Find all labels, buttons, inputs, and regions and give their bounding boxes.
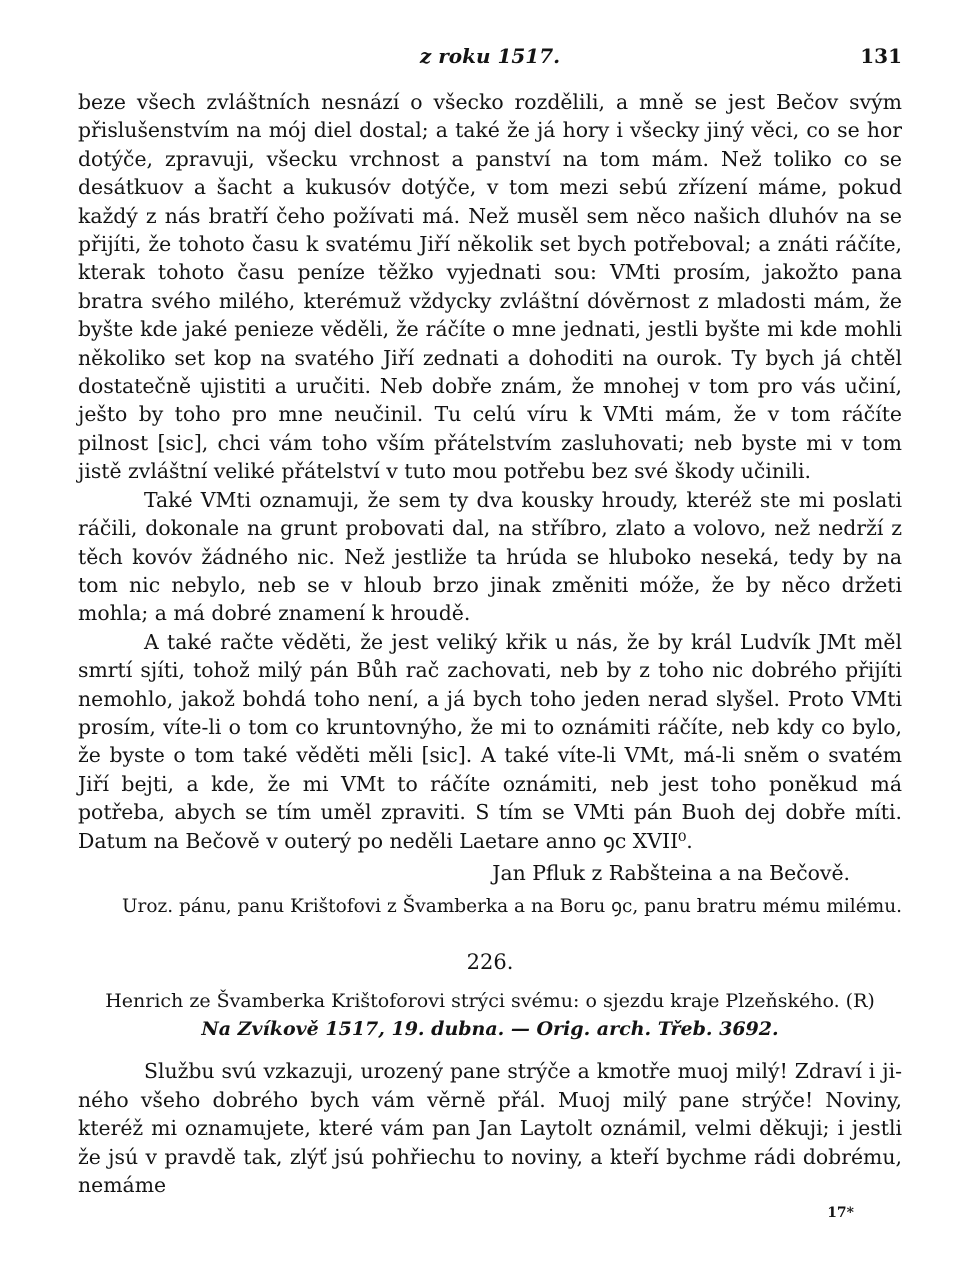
running-head <box>78 44 902 74</box>
document-number: 226. <box>466 950 514 975</box>
letter-225-signature: Jan Pfluk z Rabšteina a na Bečově. <box>492 860 850 885</box>
running-title: z roku 1517. <box>419 44 561 68</box>
body-text <box>78 88 902 1223</box>
page-number: 131 <box>860 44 902 68</box>
document-source: Na Zvíkově 1517, 19. dubna. — Orig. arch. Třeb. 3692. <box>201 1018 779 1041</box>
letter-226-paragraph-1: Službu svú vzkazuji, urozený pane strýče a kmotře muoj milý! Zdraví i jiného všeho dobrého bych vám věrně přál. Muoj milý pane strýče! Noviny, kteréž mi oznamujete, které vám pan Jan Laytolt oznámil, velmi děkuji; i jestli že jsú v pravdě tak, zlýť jsú pohřiechu to noviny, a kteří bychme rádi dobrému, nemáme <box>78 1059 902 1197</box>
document-heading: Henrich ze Švamberka Krištoforovi strýci svému: o sjezdu kraje Plzeňského. (R) <box>105 990 875 1013</box>
letter-225-paragraph-1: beze všech zvláštních nesnází o všecko rozdělili, a mně se jest Bečov svým přislušenstvím na mój diel dostal; a také že já hory i všecky jiný věci, co se hor dotýče, zpravuji, všecku vrchnost a panství na tom mám. Než toliko co se desátkuov a šacht a kukusóv dotýče, v tom mezi sebú zřízení máme, pokud každý z nás bratří čeho požívati má. Než musěl sem něco našich dluhóv na se přijíti, že tohoto času k svatému Jiří několik set bych potřeboval; a znáti ráčíte, kterak tohoto času peníze těžko vyjednati sou: VMti prosím, jakožto pana bratra svého milého, kterémuž vždycky zvláštní dóvěrnost z mladosti mám, že byšte kde jaké penieze věděli, že ráčíte o mne jednati, jestli byšte mi kde mohli několiko set kop na svatého Jiří zednati a dohoditi na ourok. Ty bych já chtěl dostatečně ujistiti a uručiti. Neb dobře znám, že mnohej v tom pro vás učiní, ješto by toho pro mne neučinil. Tu celú víru k VMti mám, že v tom ráčíte pilnost [sic], chci vám toho vším přátelstvím zasluhovati; neb byste mi v tom jistě zvláštní veliké přátelství v tuto mou potřebu bez své škody učinili. <box>78 90 902 484</box>
letter-225-paragraph-3: A také račte věděti, že jest veliký křik u nás, že by král Ludvík JMt měl smrtí sjíti, tohož milý pán Bůh rač zachovati, neb by z toho nic dobrého přijíti nemohlo, jakož bohdá toho není, a já bych toho jeden nerad slyšel. Proto VMti prosím, víte-li o tom co kruntovnýho, že mi to oznámiti ráčíte, neb kdy co bylo, že byste o tom také věděti měli [sic]. A také víte-li VMt, má-li sněm o svatém Jiří bejti, a kde, že mi VMt to ráčíte oznámiti, neb jest toho poněkud má potřeba, abych se tím uměl zpraviti. S tím se VMti pán Buoh dej dobře míti. Datum na Bečově v outerý po neděli Laetare anno ꝯc XVII⁰. <box>78 629 902 853</box>
letter-225-paragraph-2: Také VMti oznamuji, že sem ty dva kousky hroudy, kteréž ste mi poslati ráčili, dokonale na grunt probovati dal, na stříbro, zlato a volovo, než nedrží z těch kovóv žádného nic. Než jestliže ta hrúda se hluboko neseká, tedy by na tom nic nebylo, neb se v hloub brzo jinak změniti móže, že by něco držeti mohla; a má dobré znamení k hroudě. <box>78 487 902 626</box>
signature-mark: 17* <box>827 1205 854 1222</box>
letter-225-address: Uroz. pánu, panu Krištofovi z Švamberka a na Boru ꝯc, panu bratru mému milému. <box>121 896 902 918</box>
